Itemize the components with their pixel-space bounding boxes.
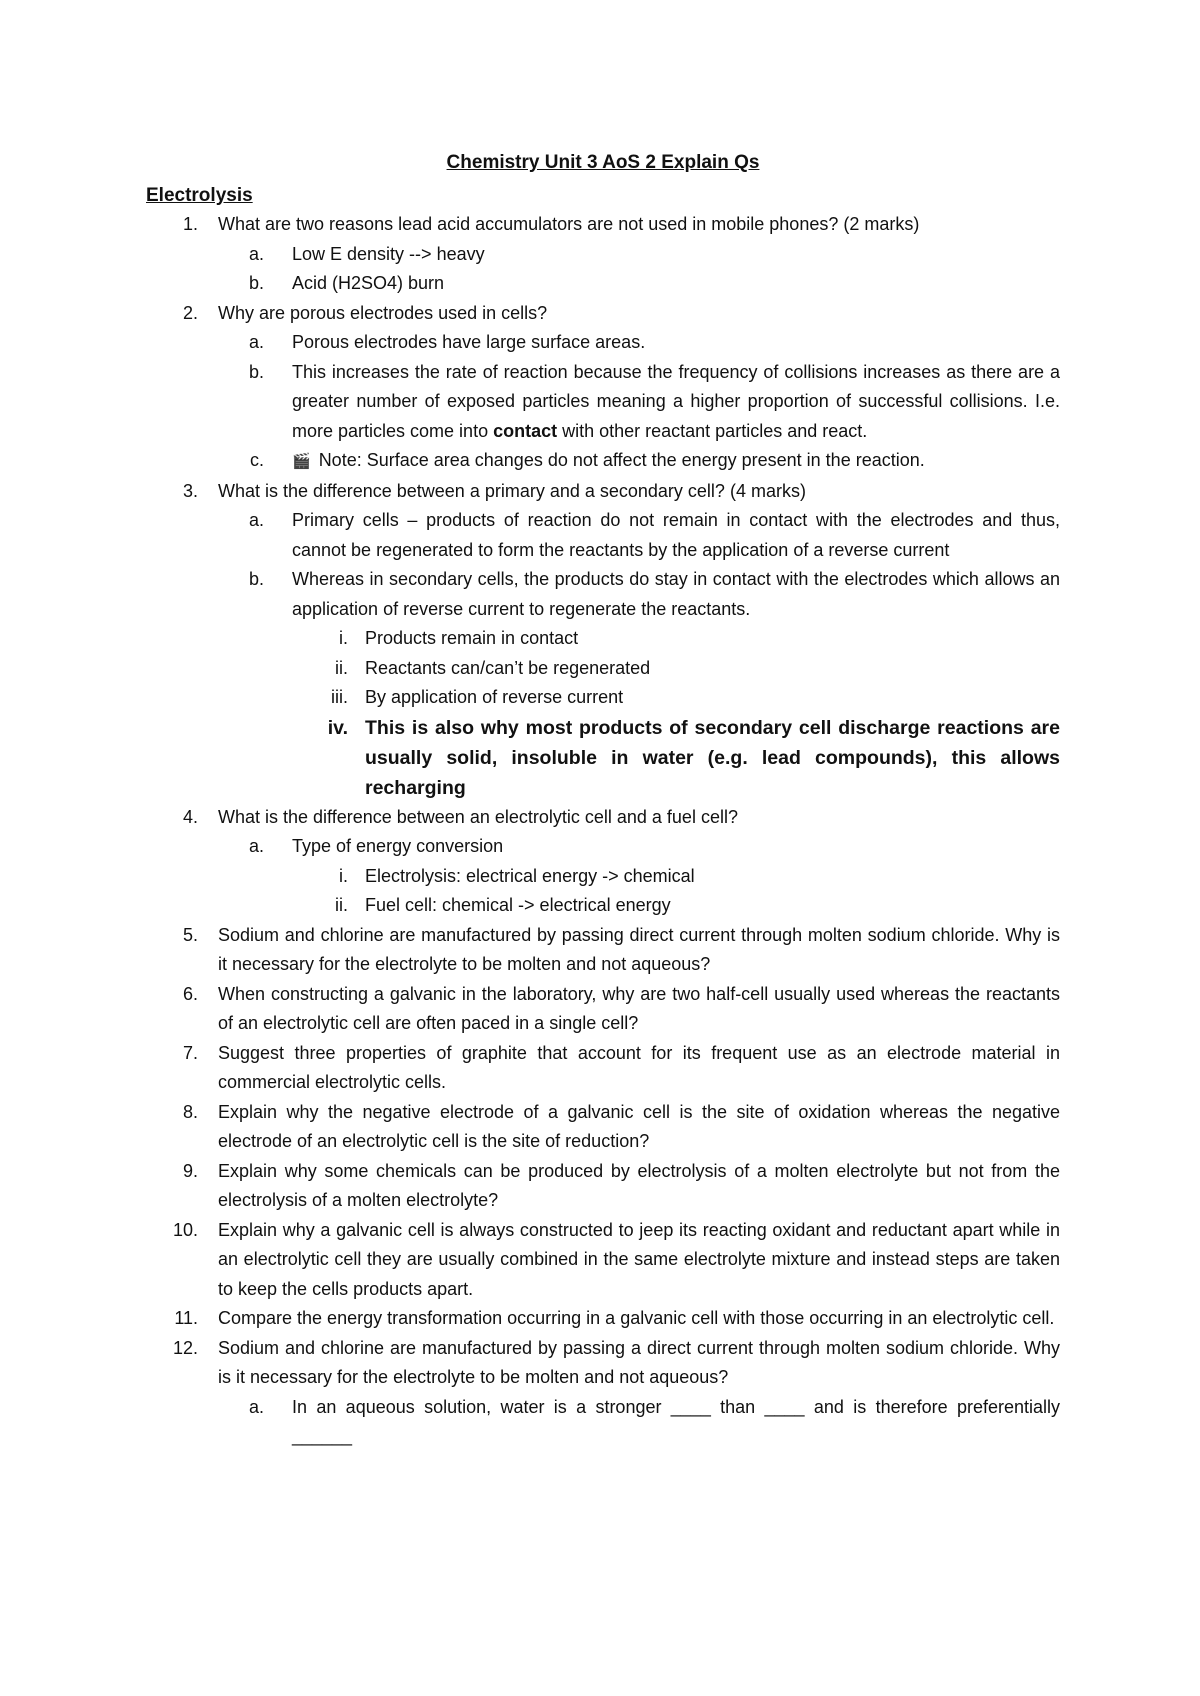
- answer-text: Acid (H2SO4) burn: [292, 273, 445, 293]
- answer-text: Reactants can/can’t be regenerated: [365, 657, 651, 678]
- answer-item: [146, 358, 1060, 447]
- question-number: 1.: [182, 214, 198, 234]
- answer-subitem: [146, 654, 1060, 684]
- answer-text: By application of reverse current: [365, 687, 624, 707]
- question-number: 11.: [174, 1308, 198, 1328]
- answer-subitem-bold: [146, 713, 1060, 803]
- answer-text: In an aqueous solution, water is a stronger ____ than ____ and is therefore preferentially ______: [292, 1396, 1060, 1446]
- question-number: 8.: [182, 1101, 198, 1122]
- answer-text: Whereas in secondary cells, the products do stay in contact with the electrodes which allows an application of reverse current to regenerate the reactants.: [292, 569, 1060, 619]
- question-text: Explain why some chemicals can be produced by electrolysis of a molten electrolyte but not from the electrolysis of a molten electrolyte?: [218, 1160, 1060, 1210]
- answer-text-part: with other reactant particles and react.: [557, 420, 868, 441]
- question-number: 12.: [172, 1337, 198, 1358]
- answer-marker: iv.: [327, 716, 348, 739]
- answer-subitem: [146, 862, 1060, 892]
- question-text: Sodium and chlorine are manufactured by passing direct current through molten sodium chloride. Why is it necessary for the electrolyte to be molten and not aqueous?: [218, 924, 1060, 974]
- answer-text: Fuel cell: chemical -> electrical energy: [365, 895, 671, 915]
- answer-marker: i.: [339, 628, 348, 648]
- answer-item: [146, 1393, 1060, 1452]
- question-text: Why are porous electrodes used in cells?: [218, 302, 548, 323]
- question-12: [146, 1334, 1060, 1393]
- answer-item: [146, 240, 1060, 270]
- answer-item: [146, 446, 1060, 477]
- answer-text: [292, 446, 1060, 477]
- answer-item: [146, 269, 1060, 299]
- answer-text: Products remain in contact: [365, 628, 579, 648]
- question-11: [146, 1304, 1060, 1334]
- question-text: Compare the energy transformation occurring in a galvanic cell with those occurring in an electrolytic cell.: [218, 1308, 1055, 1328]
- question-text: What is the difference between a primary and a secondary cell? (4 marks): [218, 480, 806, 501]
- question-text: Explain why a galvanic cell is always constructed to jeep its reacting oxidant and reductant apart while in an electrolytic cell they are usually combined in the same electrolyte mixture and instead steps are taken to keep the cells products apart.: [218, 1219, 1060, 1299]
- answer-text: [292, 358, 1060, 447]
- question-7: [146, 1039, 1060, 1098]
- answer-text: Primary cells – products of reaction do not remain in contact with the electrodes and thus, cannot be regenerated to form the reactants by the application of a reverse current: [292, 510, 1060, 560]
- question-text: What is the difference between an electrolytic cell and a fuel cell?: [218, 806, 738, 827]
- answer-marker: b.: [248, 273, 264, 293]
- question-6: [146, 980, 1060, 1039]
- answer-text: Low E density --> heavy: [292, 243, 485, 264]
- answer-text: Type of energy conversion: [292, 836, 504, 856]
- clapperboard-icon: 🎬: [292, 453, 311, 470]
- answer-subitem: [146, 891, 1060, 921]
- answer-marker: ii.: [335, 895, 348, 915]
- question-number: 3.: [182, 480, 198, 501]
- answer-subitem: [146, 683, 1060, 713]
- answer-marker: b.: [248, 569, 264, 589]
- answer-marker: i.: [339, 865, 348, 886]
- note-text: Note: Surface area changes do not affect the energy present in the reaction.: [318, 450, 925, 470]
- document-page: [146, 148, 1060, 1452]
- question-8: [146, 1098, 1060, 1157]
- page-title: Chemistry Unit 3 AoS 2 Explain Qs: [446, 152, 760, 173]
- question-text: Explain why the negative electrode of a galvanic cell is the site of oxidation whereas the negative electrode of an electrolytic cell is the site of reduction?: [218, 1101, 1060, 1151]
- answer-marker: b.: [248, 361, 264, 382]
- question-text: What are two reasons lead acid accumulators are not used in mobile phones? (2 marks): [218, 214, 920, 234]
- answer-text: Porous electrodes have large surface areas.: [292, 332, 646, 352]
- answer-marker: c.: [249, 450, 264, 470]
- answer-item: [146, 506, 1060, 565]
- question-2: [146, 299, 1060, 329]
- answer-text: This is also why most products of secondary cell discharge reactions are usually solid, insoluble in water (e.g. lead compounds), this allows recharging: [365, 716, 1060, 799]
- question-3: [146, 477, 1060, 507]
- answer-marker: a.: [248, 1396, 264, 1417]
- question-5: [146, 921, 1060, 980]
- answer-marker: a.: [248, 332, 264, 352]
- answer-subitem: [146, 624, 1060, 654]
- question-number: 6.: [182, 983, 198, 1004]
- question-9: [146, 1157, 1060, 1216]
- question-number: 5.: [182, 924, 198, 945]
- question-1: [146, 210, 1060, 240]
- answer-marker: a.: [248, 510, 264, 530]
- question-number: 9.: [182, 1160, 198, 1181]
- answer-text: Electrolysis: electrical energy -> chemical: [365, 865, 695, 886]
- answer-item: [146, 832, 1060, 862]
- question-10: [146, 1216, 1060, 1305]
- question-number: 2.: [182, 302, 198, 323]
- emphasis-contact: contact: [493, 420, 558, 441]
- section-heading: Electrolysis: [146, 185, 253, 206]
- question-text: Suggest three properties of graphite that account for its frequent use as an electrode material in commercial electrolytic cells.: [218, 1042, 1060, 1092]
- question-4: [146, 803, 1060, 833]
- answer-marker: a.: [248, 243, 264, 264]
- answer-text-part: This increases the rate of reaction because the frequency of collisions increases as there are a greater number of exposed particles meaning a higher proportion of successful collisions. I.e. more particles come into: [292, 361, 1060, 441]
- answer-item: [146, 565, 1060, 624]
- question-text: Sodium and chlorine are manufactured by passing a direct current through molten sodium chloride. Why is it necessary for the electrolyte to be molten and not aqueous?: [218, 1337, 1060, 1387]
- answer-marker: ii.: [335, 657, 348, 678]
- question-number: 7.: [182, 1042, 198, 1063]
- question-number: 10.: [172, 1219, 198, 1240]
- question-text: When constructing a galvanic in the laboratory, why are two half-cell usually used whereas the reactants of an electrolytic cell are often paced in a single cell?: [218, 983, 1060, 1033]
- answer-marker: iii.: [331, 687, 348, 707]
- question-number: 4.: [182, 806, 198, 827]
- answer-item: [146, 328, 1060, 358]
- answer-marker: a.: [248, 836, 264, 856]
